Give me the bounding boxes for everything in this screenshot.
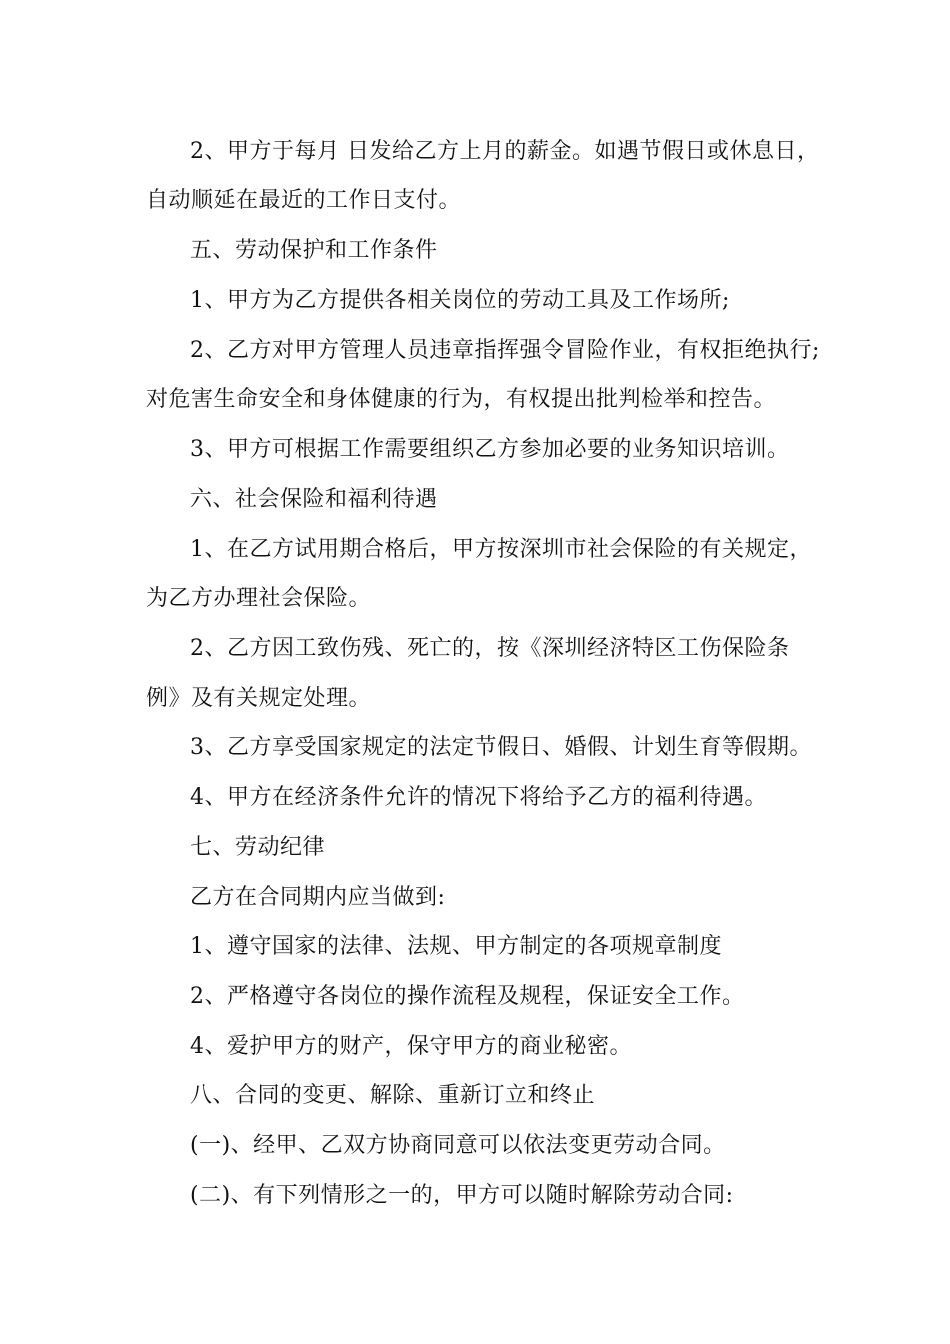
paragraph-line: 乙方在合同期内应当做到:: [190, 885, 446, 910]
section-heading: 五、劳动保护和工作条件: [190, 238, 438, 263]
paragraph-line: 2、乙方对甲方管理人员违章指挥强令冒险作业，有权拒绝执行;: [190, 338, 820, 363]
paragraph-line: 自动顺延在最近的工作日支付。: [146, 188, 462, 213]
paragraph-line: 2、乙方因工致伤残、死亡的，按《深圳经济特区工伤保险条: [190, 636, 790, 661]
section-heading: 七、劳动纪律: [190, 835, 326, 860]
paragraph-line: (一)、经甲、乙双方协商同意可以依法变更劳动合同。: [190, 1133, 726, 1158]
paragraph-line: 例》及有关规定处理。: [146, 686, 372, 711]
paragraph-line: 4、爱护甲方的财产，保守甲方的商业秘密。: [190, 1034, 632, 1059]
paragraph-line: 1、在乙方试用期合格后，甲方按深圳市社会保险的有关规定，: [190, 537, 812, 562]
paragraph-line: 2、甲方于每月 日发给乙方上月的薪金。如遇节假日或休息日，: [190, 139, 820, 164]
paragraph-line: 为乙方办理社会保险。: [146, 586, 372, 611]
paragraph-line: (二)、有下列情形之一的，甲方可以随时解除劳动合同:: [190, 1183, 734, 1208]
section-heading: 六、社会保险和福利待遇: [190, 487, 438, 512]
section-heading: 八、合同的变更、解除、重新订立和终止: [190, 1083, 596, 1108]
paragraph-line: 1、遵守国家的法律、法规、甲方制定的各项规章制度: [190, 934, 722, 959]
paragraph-line: 2、严格遵守各岗位的操作流程及规程，保证安全工作。: [190, 984, 745, 1009]
paragraph-line: 3、甲方可根据工作需要组织乙方参加必要的业务知识培训。: [190, 437, 790, 462]
paragraph-line: 3、乙方享受国家规定的法定节假日、婚假、计划生育等假期。: [190, 735, 812, 760]
paragraph-line: 1、甲方为乙方提供各相关岗位的劳动工具及工作场所;: [190, 288, 730, 313]
paragraph-line: 对危害生命安全和身体健康的行为，有权提出批判检举和控告。: [146, 387, 777, 412]
paragraph-line: 4、甲方在经济条件允许的情况下将给予乙方的福利待遇。: [190, 785, 767, 810]
